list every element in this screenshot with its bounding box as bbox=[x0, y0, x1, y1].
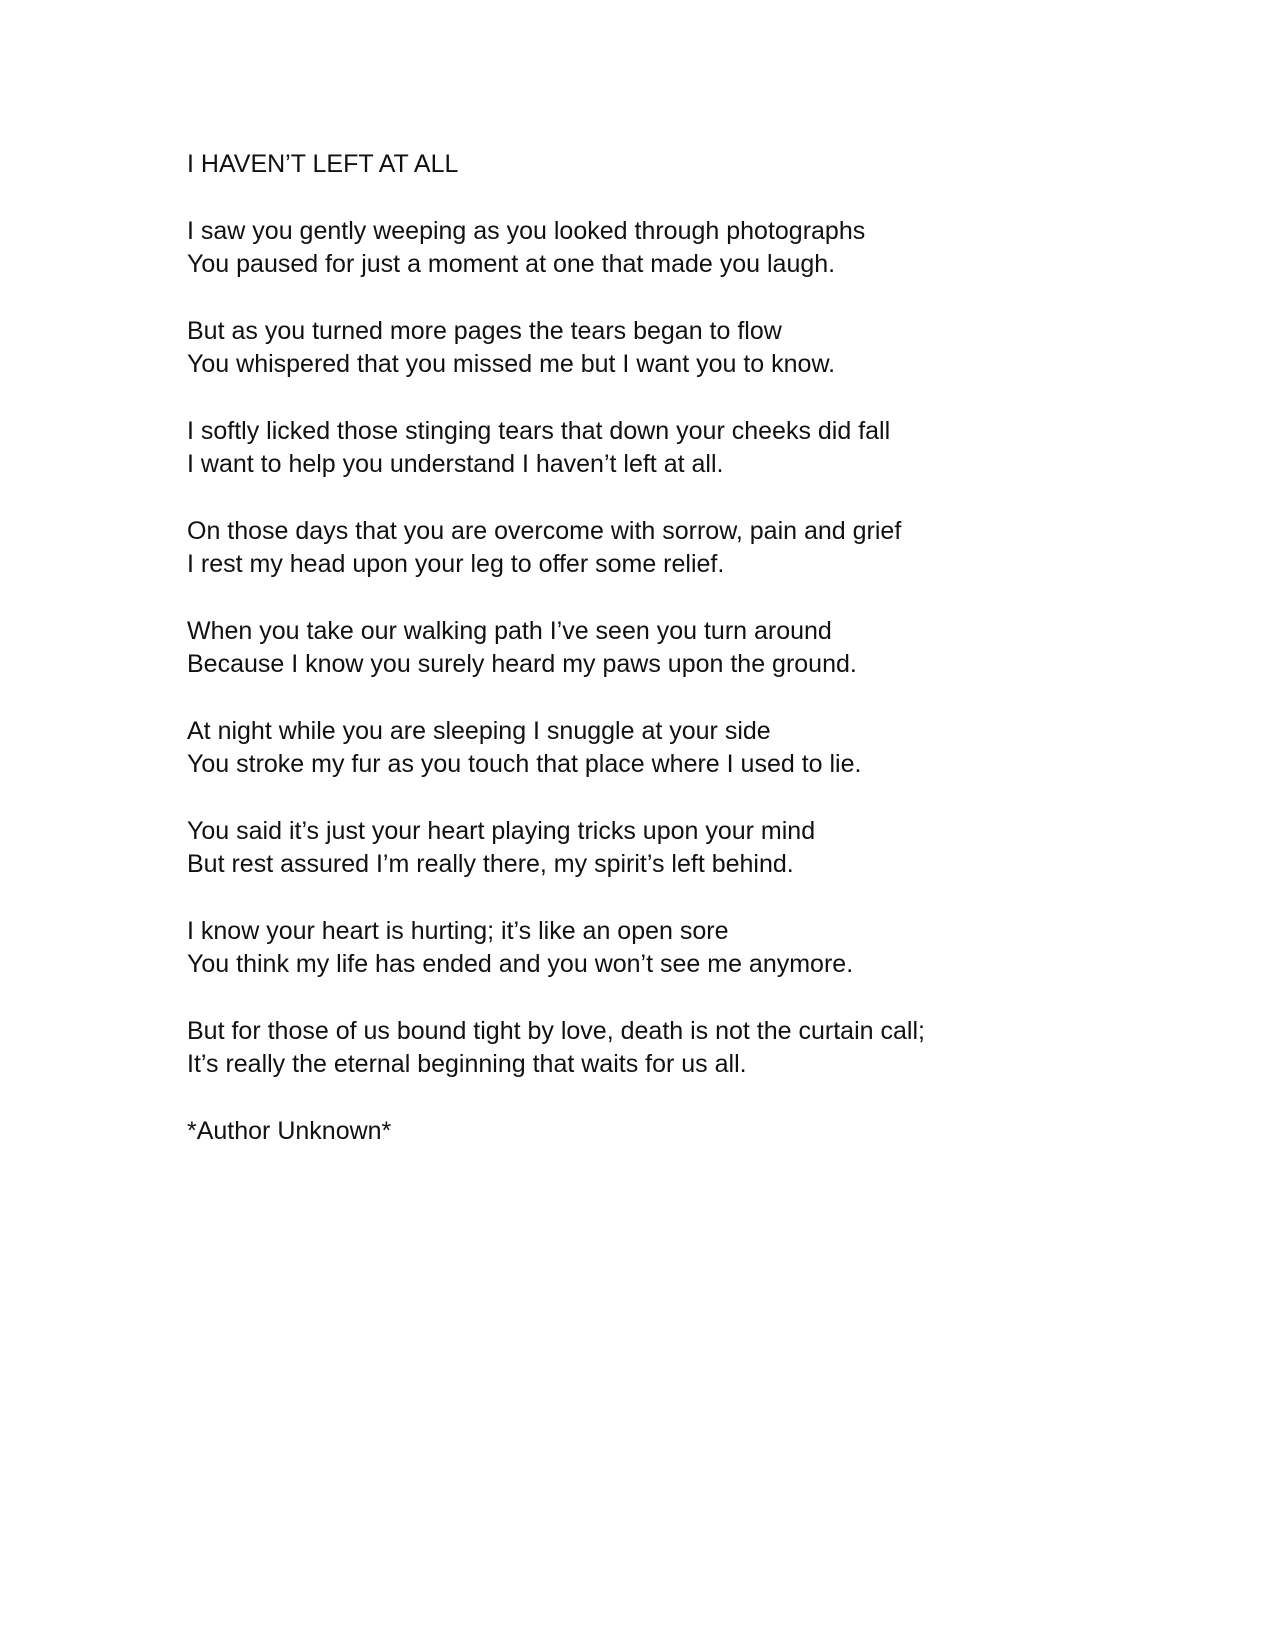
poem-line: I rest my head upon your leg to offer some relief. bbox=[187, 550, 725, 578]
poem-line: I know your heart is hurting; it’s like an open sore bbox=[187, 917, 729, 945]
stanza-6 bbox=[187, 681, 1087, 781]
poem-line: You think my life has ended and you won’t see me anymore. bbox=[187, 950, 854, 978]
author-attribution: *Author Unknown* bbox=[187, 1117, 392, 1145]
stanza-5 bbox=[187, 581, 1087, 681]
stanza-7 bbox=[187, 781, 1087, 881]
stanza-2 bbox=[187, 281, 1087, 381]
poem-body bbox=[187, 148, 1087, 1148]
poem-line: When you take our walking path I’ve seen you turn around bbox=[187, 617, 832, 645]
poem-line: But for those of us bound tight by love, death is not the curtain call; bbox=[187, 1017, 925, 1045]
stanza-9 bbox=[187, 981, 1087, 1081]
poem-line: You said it’s just your heart playing tricks upon your mind bbox=[187, 817, 816, 845]
poem-line: You stroke my fur as you touch that place where I used to lie. bbox=[187, 750, 862, 778]
poem-line: On those days that you are overcome with sorrow, pain and grief bbox=[187, 517, 902, 545]
poem-line: I softly licked those stinging tears that down your cheeks did fall bbox=[187, 417, 891, 445]
stanza-4 bbox=[187, 481, 1087, 581]
poem-line: You whispered that you missed me but I want you to know. bbox=[187, 350, 836, 378]
poem-line: But rest assured I’m really there, my spirit’s left behind. bbox=[187, 850, 794, 878]
poem-line: At night while you are sleeping I snuggle at your side bbox=[187, 717, 771, 745]
stanza-8 bbox=[187, 881, 1087, 981]
poem-line: It’s really the eternal beginning that waits for us all. bbox=[187, 1050, 747, 1078]
poem-line: I saw you gently weeping as you looked through photographs bbox=[187, 217, 866, 245]
poem-title: I HAVEN’T LEFT AT ALL bbox=[187, 150, 459, 178]
poem-line: But as you turned more pages the tears began to flow bbox=[187, 317, 782, 345]
stanza-3 bbox=[187, 381, 1087, 481]
poem-line: You paused for just a moment at one that made you laugh. bbox=[187, 250, 836, 278]
stanza-1 bbox=[187, 181, 1087, 281]
poem-line: I want to help you understand I haven’t left at all. bbox=[187, 450, 724, 478]
poem-line: Because I know you surely heard my paws upon the ground. bbox=[187, 650, 857, 678]
